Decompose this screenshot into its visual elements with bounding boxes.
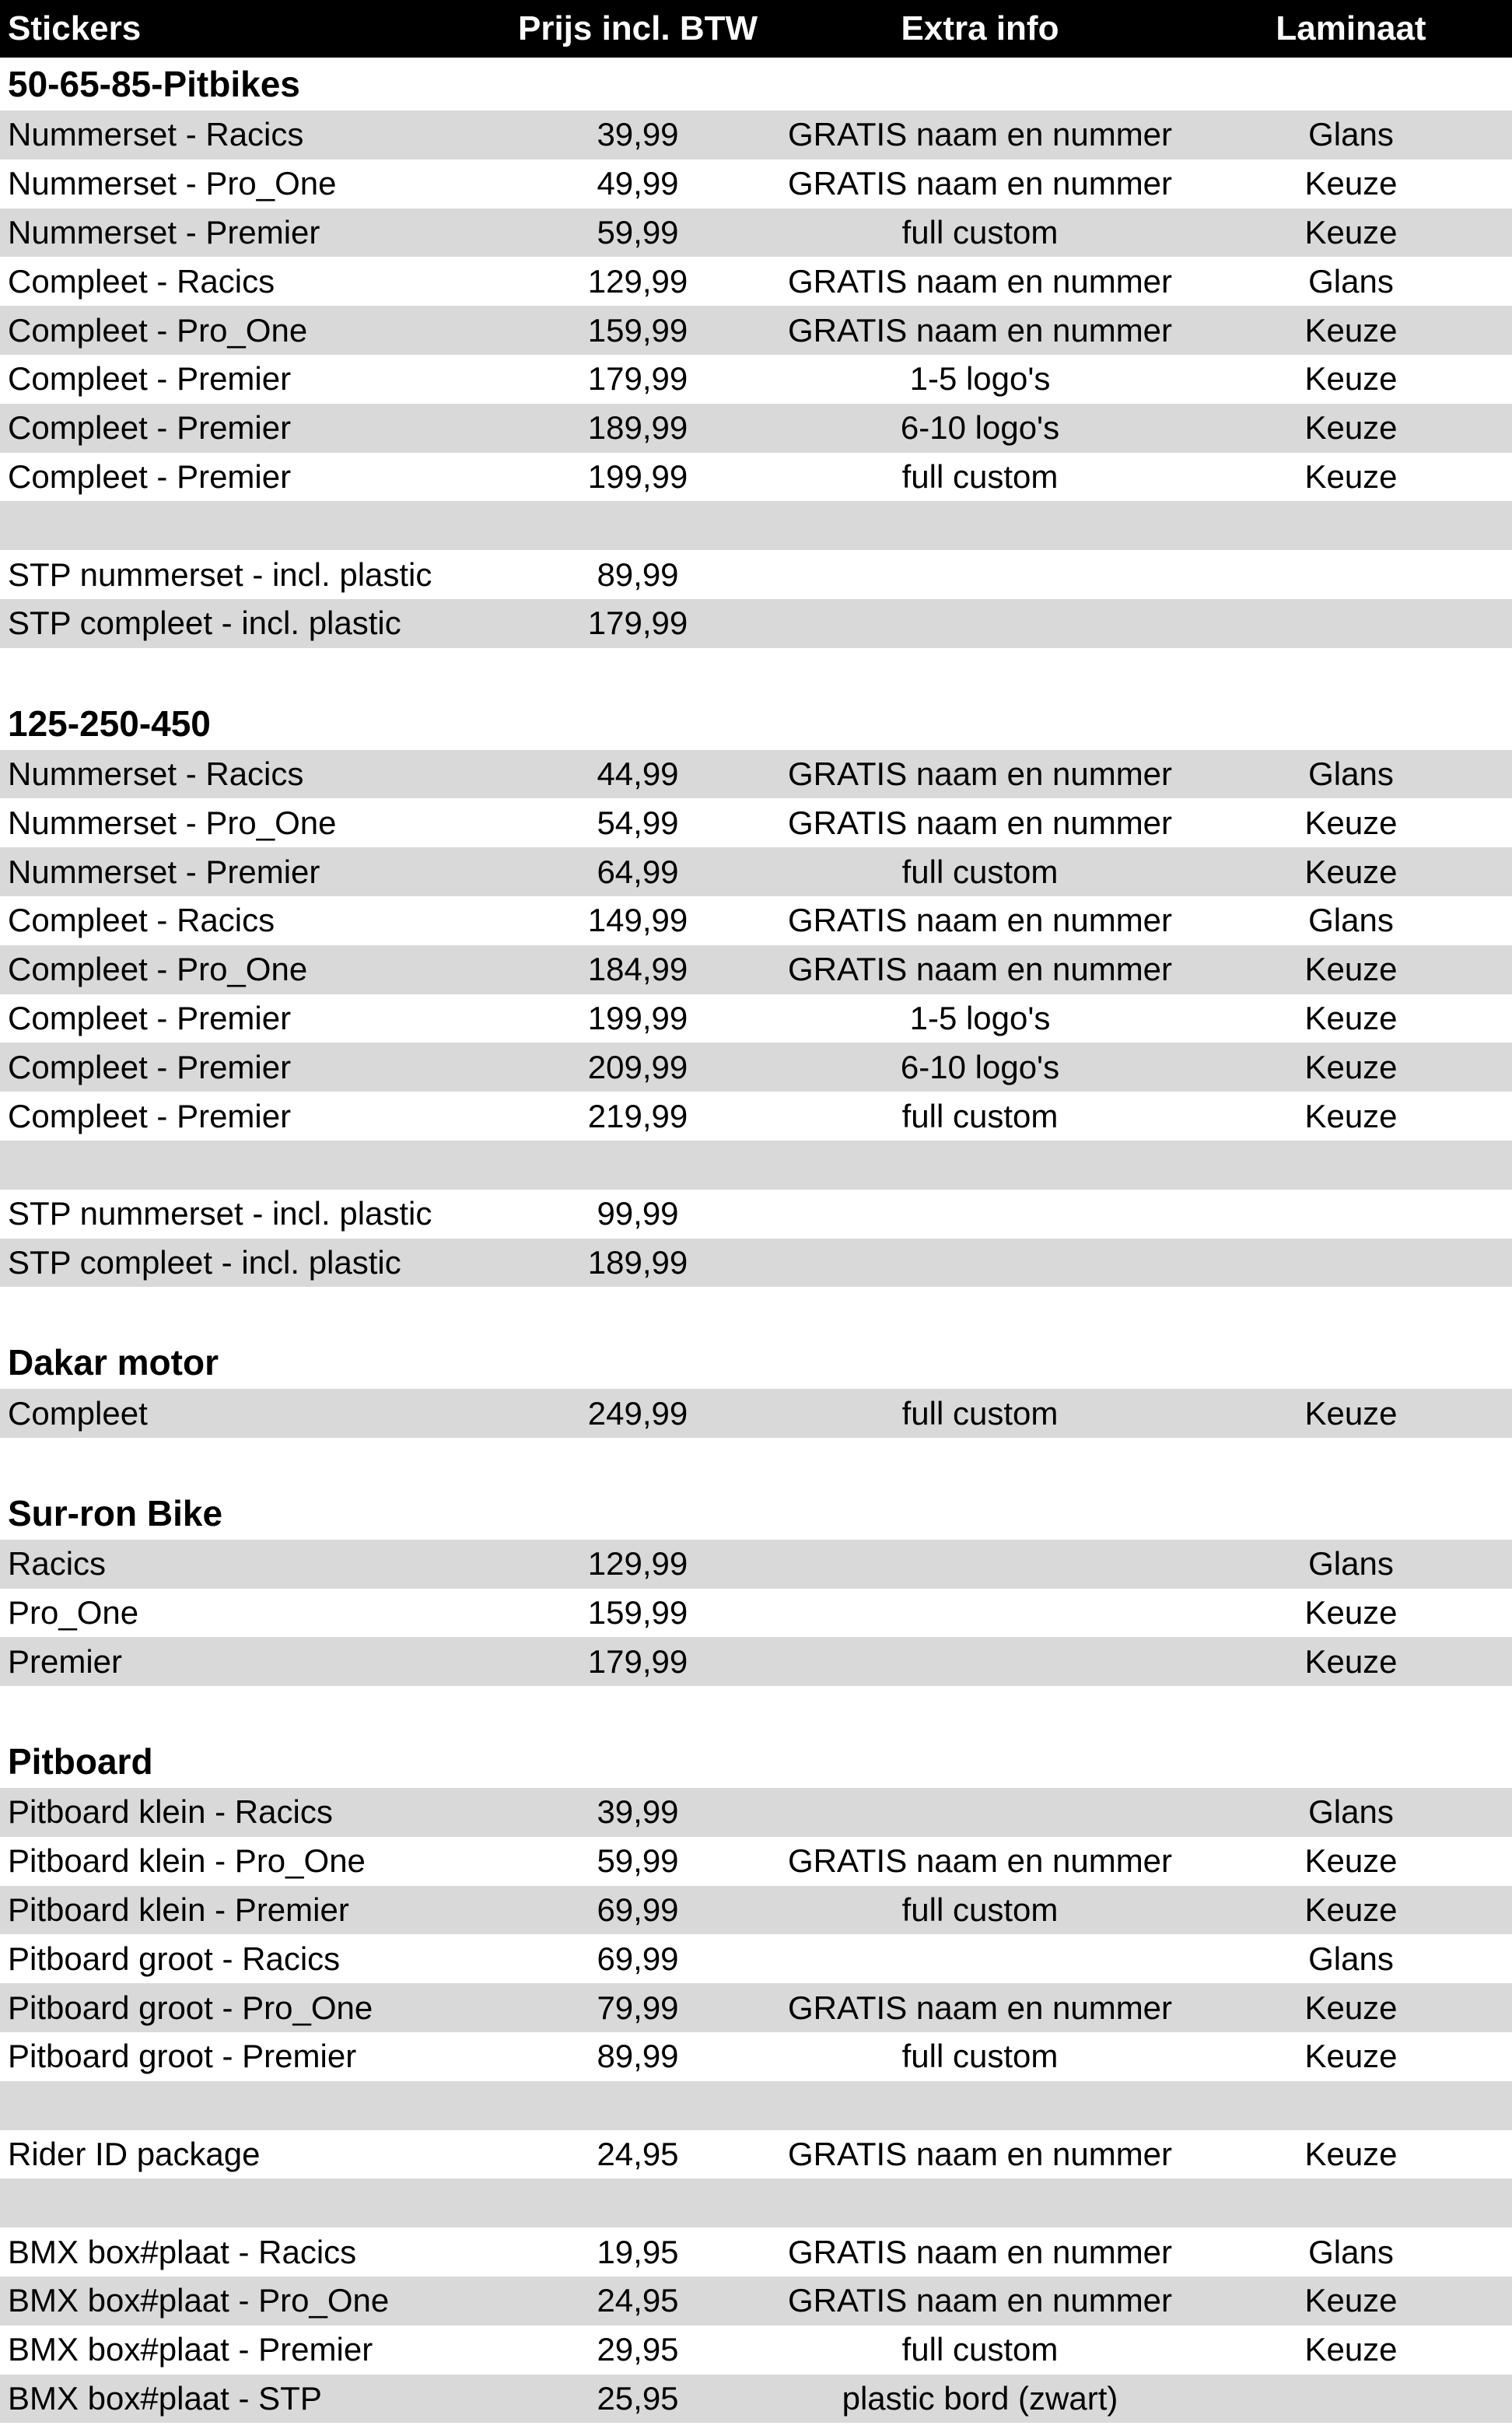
- price-cell: 54,99: [597, 804, 679, 841]
- laminate-cell: [1190, 1287, 1512, 1336]
- price-cell: 59,99: [597, 213, 679, 251]
- product-name-cell: Premier: [8, 1642, 123, 1680]
- price-cell: 79,99: [597, 1989, 679, 2026]
- table-row: [0, 2178, 1512, 2227]
- extra-info-cell: 1-5 logo's: [909, 999, 1051, 1036]
- laminate-cell: [1190, 1239, 1512, 1288]
- price-cell: 209,99: [587, 1048, 688, 1085]
- extra-info-cell: [770, 1540, 1190, 1589]
- table-row: [0, 159, 1512, 209]
- price-cell: [506, 2178, 770, 2227]
- price-cell: 64,99: [597, 853, 679, 890]
- laminate-cell: Keuze: [1304, 1891, 1398, 1928]
- extra-info-cell: 1-5 logo's: [909, 360, 1051, 398]
- product-name-cell: BMX box#plaat - Premier: [8, 2331, 373, 2368]
- table-row: [0, 2277, 1512, 2326]
- table-row: [0, 1389, 1512, 1438]
- extra-info-cell: GRATIS naam en nummer: [787, 165, 1173, 202]
- table-row: [0, 209, 1512, 258]
- table-row: [0, 1043, 1512, 1092]
- price-cell: 129,99: [587, 262, 688, 300]
- extra-info-cell: [770, 599, 1190, 648]
- product-name-cell: STP compleet - incl. plastic: [8, 1243, 401, 1281]
- product-name-cell: Nummerset - Racics: [8, 116, 304, 153]
- price-cell: 189,99: [587, 1243, 688, 1281]
- price-cell: 49,99: [597, 165, 679, 202]
- table-header: [0, 0, 1512, 58]
- product-name-cell: Pitboard klein - Racics: [8, 1793, 333, 1831]
- price-cell: 59,99: [597, 1842, 679, 1880]
- product-name-cell: [8, 2178, 506, 2227]
- table-row: [0, 355, 1512, 404]
- laminate-cell: Keuze: [1304, 853, 1398, 890]
- laminate-cell: Keuze: [1304, 2135, 1398, 2172]
- extra-info-cell: GRATIS naam en nummer: [787, 2135, 1173, 2172]
- price-cell: [506, 648, 770, 697]
- laminate-cell: Glans: [1308, 262, 1394, 300]
- extra-info-cell: GRATIS naam en nummer: [787, 2282, 1173, 2319]
- extra-info-cell: full custom: [901, 2331, 1059, 2368]
- product-name-cell: Nummerset - Premier: [8, 853, 320, 890]
- laminate-cell: Keuze: [1304, 1097, 1398, 1134]
- extra-info-cell: full custom: [901, 853, 1059, 890]
- laminate-cell: Keuze: [1304, 1989, 1398, 2026]
- extra-info-cell: [770, 550, 1190, 599]
- product-name-cell: Compleet - Premier: [8, 409, 292, 447]
- extra-info-cell: [770, 1788, 1190, 1837]
- extra-info-cell: 6-10 logo's: [900, 409, 1060, 447]
- product-name-cell: Compleet - Premier: [8, 1048, 292, 1085]
- table-row: [0, 2130, 1512, 2179]
- table-row: [0, 2326, 1512, 2375]
- laminate-cell: [1190, 1141, 1512, 1190]
- table-row: [0, 798, 1512, 847]
- table-row: [0, 2081, 1512, 2130]
- laminate-cell: [1190, 1438, 1512, 1487]
- product-name-cell: [8, 1686, 506, 1735]
- header-price: Prijs incl. BTW: [517, 9, 758, 47]
- table-row: [0, 257, 1512, 306]
- product-name-cell: Compleet - Premier: [8, 1097, 292, 1134]
- laminate-cell: Keuze: [1304, 2282, 1398, 2319]
- extra-info-cell: full custom: [901, 1891, 1059, 1928]
- laminate-cell: Keuze: [1304, 1842, 1398, 1880]
- table-row: [0, 994, 1512, 1043]
- laminate-cell: [1190, 501, 1512, 550]
- section-title-row: [0, 1487, 1512, 1540]
- price-cell: 89,99: [597, 556, 679, 593]
- table-row: [0, 1589, 1512, 1638]
- extra-info-cell: full custom: [901, 1097, 1059, 1134]
- price-cell: 199,99: [587, 457, 688, 495]
- extra-info-cell: GRATIS naam en nummer: [787, 755, 1173, 792]
- header-extra-info: Extra info: [901, 9, 1059, 47]
- price-cell: 25,95: [597, 2379, 679, 2417]
- product-name-cell: [8, 2081, 506, 2130]
- laminate-cell: Glans: [1308, 902, 1394, 939]
- table-row: [0, 1837, 1512, 1886]
- section-title-row: [0, 58, 1512, 110]
- extra-info-cell: [770, 1589, 1190, 1638]
- price-cell: 89,99: [597, 2038, 679, 2075]
- product-name-cell: Pitboard groot - Pro_One: [8, 1989, 373, 2026]
- laminate-cell: Keuze: [1304, 360, 1398, 398]
- laminate-cell: Glans: [1308, 755, 1394, 792]
- product-name-cell: Compleet - Premier: [8, 999, 292, 1036]
- price-cell: 179,99: [587, 360, 688, 398]
- price-cell: 199,99: [587, 999, 688, 1036]
- laminate-cell: Keuze: [1304, 2331, 1398, 2368]
- price-cell: 179,99: [587, 1642, 688, 1680]
- price-cell: [506, 2081, 770, 2130]
- table-row: [0, 945, 1512, 994]
- table-row: [0, 648, 1512, 697]
- product-name-cell: [8, 1287, 506, 1336]
- section-title-row: [0, 1336, 1512, 1389]
- table-row: [0, 599, 1512, 648]
- price-cell: [506, 1686, 770, 1735]
- price-cell: 184,99: [587, 951, 688, 988]
- table-row: [0, 404, 1512, 453]
- price-cell: 249,99: [587, 1394, 688, 1432]
- table-row: [0, 1686, 1512, 1735]
- extra-info-cell: [770, 1141, 1190, 1190]
- extra-info-cell: [770, 2081, 1190, 2130]
- extra-info-cell: GRATIS naam en nummer: [787, 1842, 1173, 1880]
- price-cell: 39,99: [597, 116, 679, 153]
- laminate-cell: [1190, 1686, 1512, 1735]
- table-row: [0, 1141, 1512, 1190]
- extra-info-cell: [770, 1190, 1190, 1239]
- table-row: [0, 110, 1512, 159]
- laminate-cell: Glans: [1308, 1545, 1394, 1583]
- price-cell: 179,99: [587, 605, 688, 642]
- extra-info-cell: GRATIS naam en nummer: [787, 2233, 1173, 2270]
- product-name-cell: STP nummerset - incl. plastic: [8, 556, 432, 593]
- price-cell: 149,99: [587, 902, 688, 939]
- laminate-cell: Keuze: [1304, 999, 1398, 1036]
- table-row: [0, 1239, 1512, 1288]
- section-title: Sur-ron Bike: [8, 1492, 223, 1533]
- price-cell: 99,99: [597, 1195, 679, 1232]
- table-row: [0, 2227, 1512, 2277]
- table-row: [0, 1190, 1512, 1239]
- laminate-cell: Keuze: [1304, 1048, 1398, 1085]
- laminate-cell: [1190, 2178, 1512, 2227]
- product-name-cell: Nummerset - Pro_One: [8, 165, 337, 202]
- product-name-cell: [8, 1141, 506, 1190]
- product-name-cell: [8, 1438, 506, 1487]
- table-row: [0, 306, 1512, 355]
- extra-info-cell: [770, 2178, 1190, 2227]
- product-name-cell: Compleet - Pro_One: [8, 951, 308, 988]
- laminate-cell: [1190, 2081, 1512, 2130]
- product-name-cell: [8, 501, 506, 550]
- extra-info-cell: GRATIS naam en nummer: [787, 311, 1173, 349]
- header-laminate: Laminaat: [1276, 9, 1426, 47]
- product-name-cell: Compleet - Racics: [8, 902, 275, 939]
- price-cell: 29,95: [597, 2331, 679, 2368]
- laminate-cell: [1190, 648, 1512, 697]
- price-cell: 159,99: [587, 311, 688, 349]
- product-name-cell: Compleet - Pro_One: [8, 311, 308, 349]
- price-cell: 24,95: [597, 2282, 679, 2319]
- product-name-cell: Pitboard groot - Racics: [8, 1940, 341, 1977]
- price-cell: 24,95: [597, 2135, 679, 2172]
- table-row: [0, 1287, 1512, 1336]
- price-cell: [506, 1287, 770, 1336]
- product-name-cell: STP nummerset - incl. plastic: [8, 1195, 432, 1232]
- product-name-cell: STP compleet - incl. plastic: [8, 605, 401, 642]
- table-row: [0, 453, 1512, 502]
- section-title: Pitboard: [8, 1741, 153, 1782]
- price-cell: [506, 501, 770, 550]
- product-name-cell: Nummerset - Premier: [8, 213, 320, 251]
- table-row: [0, 847, 1512, 896]
- laminate-cell: Keuze: [1304, 213, 1398, 251]
- extra-info-cell: [770, 501, 1190, 550]
- table-row: [0, 501, 1512, 550]
- product-name-cell: [8, 648, 506, 697]
- product-name-cell: Pro_One: [8, 1593, 139, 1631]
- laminate-cell: Keuze: [1304, 804, 1398, 841]
- table-row: [0, 1637, 1512, 1686]
- product-name-cell: Compleet - Premier: [8, 360, 292, 398]
- product-name-cell: Pitboard klein - Pro_One: [8, 1842, 366, 1880]
- price-cell: [506, 1438, 770, 1487]
- laminate-cell: Keuze: [1304, 1394, 1398, 1432]
- table-row: [0, 2375, 1512, 2424]
- price-cell: 219,99: [587, 1097, 688, 1134]
- section-title: 50-65-85-Pitbikes: [8, 64, 300, 104]
- extra-info-cell: [770, 1438, 1190, 1487]
- price-cell: [506, 1141, 770, 1190]
- price-cell: 44,99: [597, 755, 679, 792]
- table-row: [0, 1886, 1512, 1935]
- section-title: 125-250-450: [8, 703, 211, 744]
- laminate-cell: Glans: [1308, 1940, 1394, 1977]
- price-cell: 69,99: [597, 1940, 679, 1977]
- laminate-cell: Keuze: [1304, 165, 1398, 202]
- price-cell: 69,99: [597, 1891, 679, 1928]
- laminate-cell: Keuze: [1304, 1642, 1398, 1680]
- product-name-cell: Nummerset - Pro_One: [8, 804, 337, 841]
- product-name-cell: Pitboard groot - Premier: [8, 2038, 357, 2075]
- laminate-cell: Keuze: [1304, 409, 1398, 447]
- product-name-cell: Rider ID package: [8, 2135, 261, 2172]
- product-name-cell: Compleet: [8, 1394, 148, 1432]
- extra-info-cell: full custom: [901, 213, 1059, 251]
- product-name-cell: Compleet - Racics: [8, 262, 275, 300]
- laminate-cell: Keuze: [1304, 951, 1398, 988]
- section-title-row: [0, 697, 1512, 750]
- table-row: [0, 1788, 1512, 1837]
- price-cell: 189,99: [587, 409, 688, 447]
- laminate-cell: Keuze: [1304, 2038, 1398, 2075]
- laminate-cell: Glans: [1308, 2233, 1394, 2270]
- extra-info-cell: full custom: [901, 457, 1059, 495]
- extra-info-cell: [770, 648, 1190, 697]
- laminate-cell: [1190, 1190, 1512, 1239]
- table-row: [0, 1983, 1512, 2032]
- extra-info-cell: GRATIS naam en nummer: [787, 951, 1173, 988]
- price-cell: 159,99: [587, 1593, 688, 1631]
- price-cell: 39,99: [597, 1793, 679, 1831]
- product-name-cell: Racics: [8, 1545, 107, 1583]
- laminate-cell: Keuze: [1304, 1593, 1398, 1631]
- table-row: [0, 2032, 1512, 2081]
- extra-info-cell: full custom: [901, 1394, 1059, 1432]
- section-title-row: [0, 1735, 1512, 1788]
- laminate-cell: Glans: [1308, 116, 1394, 153]
- laminate-cell: [1190, 2375, 1512, 2424]
- laminate-cell: Glans: [1308, 1793, 1394, 1831]
- extra-info-cell: [770, 1287, 1190, 1336]
- product-name-cell: Nummerset - Racics: [8, 755, 304, 792]
- extra-info-cell: [770, 1637, 1190, 1686]
- extra-info-cell: GRATIS naam en nummer: [787, 1989, 1173, 2026]
- laminate-cell: Keuze: [1304, 311, 1398, 349]
- table-row: [0, 1438, 1512, 1487]
- table-row: [0, 896, 1512, 945]
- extra-info-cell: GRATIS naam en nummer: [787, 116, 1173, 153]
- table-row: [0, 1092, 1512, 1141]
- product-name-cell: BMX box#plaat - Pro_One: [8, 2282, 390, 2319]
- laminate-cell: [1190, 599, 1512, 648]
- table-row: [0, 750, 1512, 799]
- extra-info-cell: [770, 1239, 1190, 1288]
- header-stickers: Stickers: [8, 9, 142, 47]
- laminate-cell: Keuze: [1304, 457, 1398, 495]
- table-row: [0, 550, 1512, 599]
- table-row: [0, 1540, 1512, 1589]
- table-row: [0, 1934, 1512, 1983]
- laminate-cell: [1190, 550, 1512, 599]
- extra-info-cell: GRATIS naam en nummer: [787, 902, 1173, 939]
- product-name-cell: BMX box#plaat - STP: [8, 2379, 322, 2417]
- section-title: Dakar motor: [8, 1342, 219, 1383]
- price-cell: 129,99: [587, 1545, 688, 1583]
- product-name-cell: BMX box#plaat - Racics: [8, 2233, 357, 2270]
- product-name-cell: Pitboard klein - Premier: [8, 1891, 349, 1928]
- extra-info-cell: 6-10 logo's: [900, 1048, 1060, 1085]
- extra-info-cell: GRATIS naam en nummer: [787, 262, 1173, 300]
- extra-info-cell: plastic bord (zwart): [842, 2379, 1118, 2417]
- product-name-cell: Compleet - Premier: [8, 457, 292, 495]
- extra-info-cell: [770, 1934, 1190, 1983]
- extra-info-cell: GRATIS naam en nummer: [787, 804, 1173, 841]
- extra-info-cell: [770, 1686, 1190, 1735]
- price-cell: 19,95: [597, 2233, 679, 2270]
- extra-info-cell: full custom: [901, 2038, 1059, 2075]
